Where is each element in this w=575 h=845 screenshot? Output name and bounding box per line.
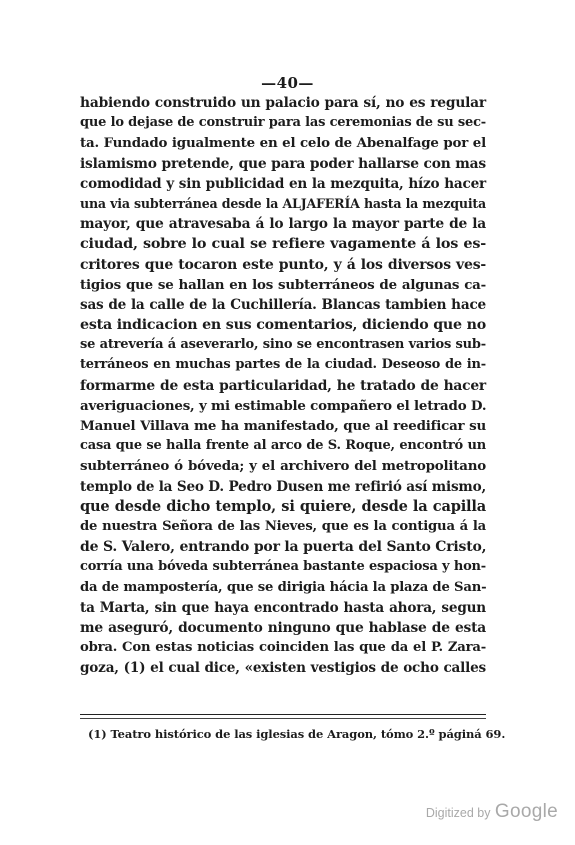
text-line: da de mampostería, que se dirigia hácia la plaza de San- bbox=[80, 579, 487, 595]
digitized-watermark bbox=[426, 801, 558, 823]
text-line: corría una bóveda subterránea bastante espaciosa y hon- bbox=[80, 559, 486, 575]
text-line: me aseguró, documento ninguno que hablase de esta bbox=[80, 619, 486, 636]
text-line: de nuestra Señora de las Nieves, que es la contigua á la bbox=[80, 518, 486, 534]
text-line: que desde dicho templo, si quiere, desde la capilla bbox=[80, 497, 486, 515]
text-line: habiendo construido un palacio para sí, no es regular bbox=[80, 95, 486, 111]
text-line: goza, (1) el cual dice, «existen vestigios de ocho calles bbox=[80, 660, 486, 677]
text-line: mayor, que atravesaba á lo largo la mayor parte de la bbox=[80, 216, 486, 233]
text-line: islamismo pretende, que para poder hallarse con mas bbox=[80, 155, 486, 172]
footnote-rule-thin bbox=[80, 718, 486, 719]
footnote-rule bbox=[80, 714, 486, 715]
watermark-brand: Google bbox=[494, 801, 558, 822]
text-line: terráneos en muchas partes de la ciudad. Deseoso de in- bbox=[80, 357, 486, 373]
body-text bbox=[80, 93, 486, 678]
text-line: ciudad, sobre lo cual se refiere vagamente á los es- bbox=[80, 235, 486, 253]
text-line: templo de la Seo D. Pedro Dusen me refirió así mismo, bbox=[80, 478, 486, 495]
text-line: una via subterránea desde la ALJAFERÍA hasta la mezquita bbox=[80, 195, 486, 211]
text-line: casa que se halla frente al arco de S. Roque, encontró un bbox=[80, 438, 486, 454]
footnote: (1) Teatro histórico de las iglesias de Aragon, tómo 2.º páginá 69. bbox=[88, 727, 506, 741]
text-line: averiguaciones, y mi estimable compañero el letrado D. bbox=[80, 397, 487, 414]
text-line: formarme de esta particularidad, he tratado de hacer bbox=[80, 377, 486, 394]
text-line: que lo dejase de construir para las ceremonias de su sec- bbox=[80, 115, 486, 131]
text-line: ta Marta, sin que haya encontrado hasta ahora, segun bbox=[80, 599, 486, 616]
text-line: tigios que se hallan en los subterráneos de algunas ca- bbox=[80, 276, 486, 293]
text-line: obra. Con estas noticias coinciden las que da el P. Zara- bbox=[80, 640, 486, 656]
text-line: sas de la calle de la Cuchillería. Blancas tambien hace bbox=[80, 296, 486, 313]
text-line: de S. Valero, entrando por la puerta del Santo Cristo, bbox=[80, 539, 487, 556]
text-line: esta indicacion en sus comentarios, diciendo que no bbox=[80, 317, 486, 334]
page-number: —40— bbox=[261, 74, 314, 92]
text-line: se atrevería á aseverarlo, sino se encontrasen varios sub- bbox=[80, 337, 486, 353]
text-line: ta. Fundado igualmente en el celo de Abenalfage por el bbox=[80, 135, 486, 152]
text-line: Manuel Villava me ha manifestado, que al reedificar su bbox=[80, 418, 486, 434]
text-line: subterráneo ó bóveda; y el archivero del metropolitano bbox=[80, 458, 486, 475]
text-line: critores que tocaron este punto, y á los diversos ves- bbox=[80, 256, 486, 273]
watermark-prefix: Digitized by bbox=[425, 806, 491, 820]
text-line: comodidad y sin publicidad en la mezquita, hízo hacer bbox=[80, 175, 486, 192]
